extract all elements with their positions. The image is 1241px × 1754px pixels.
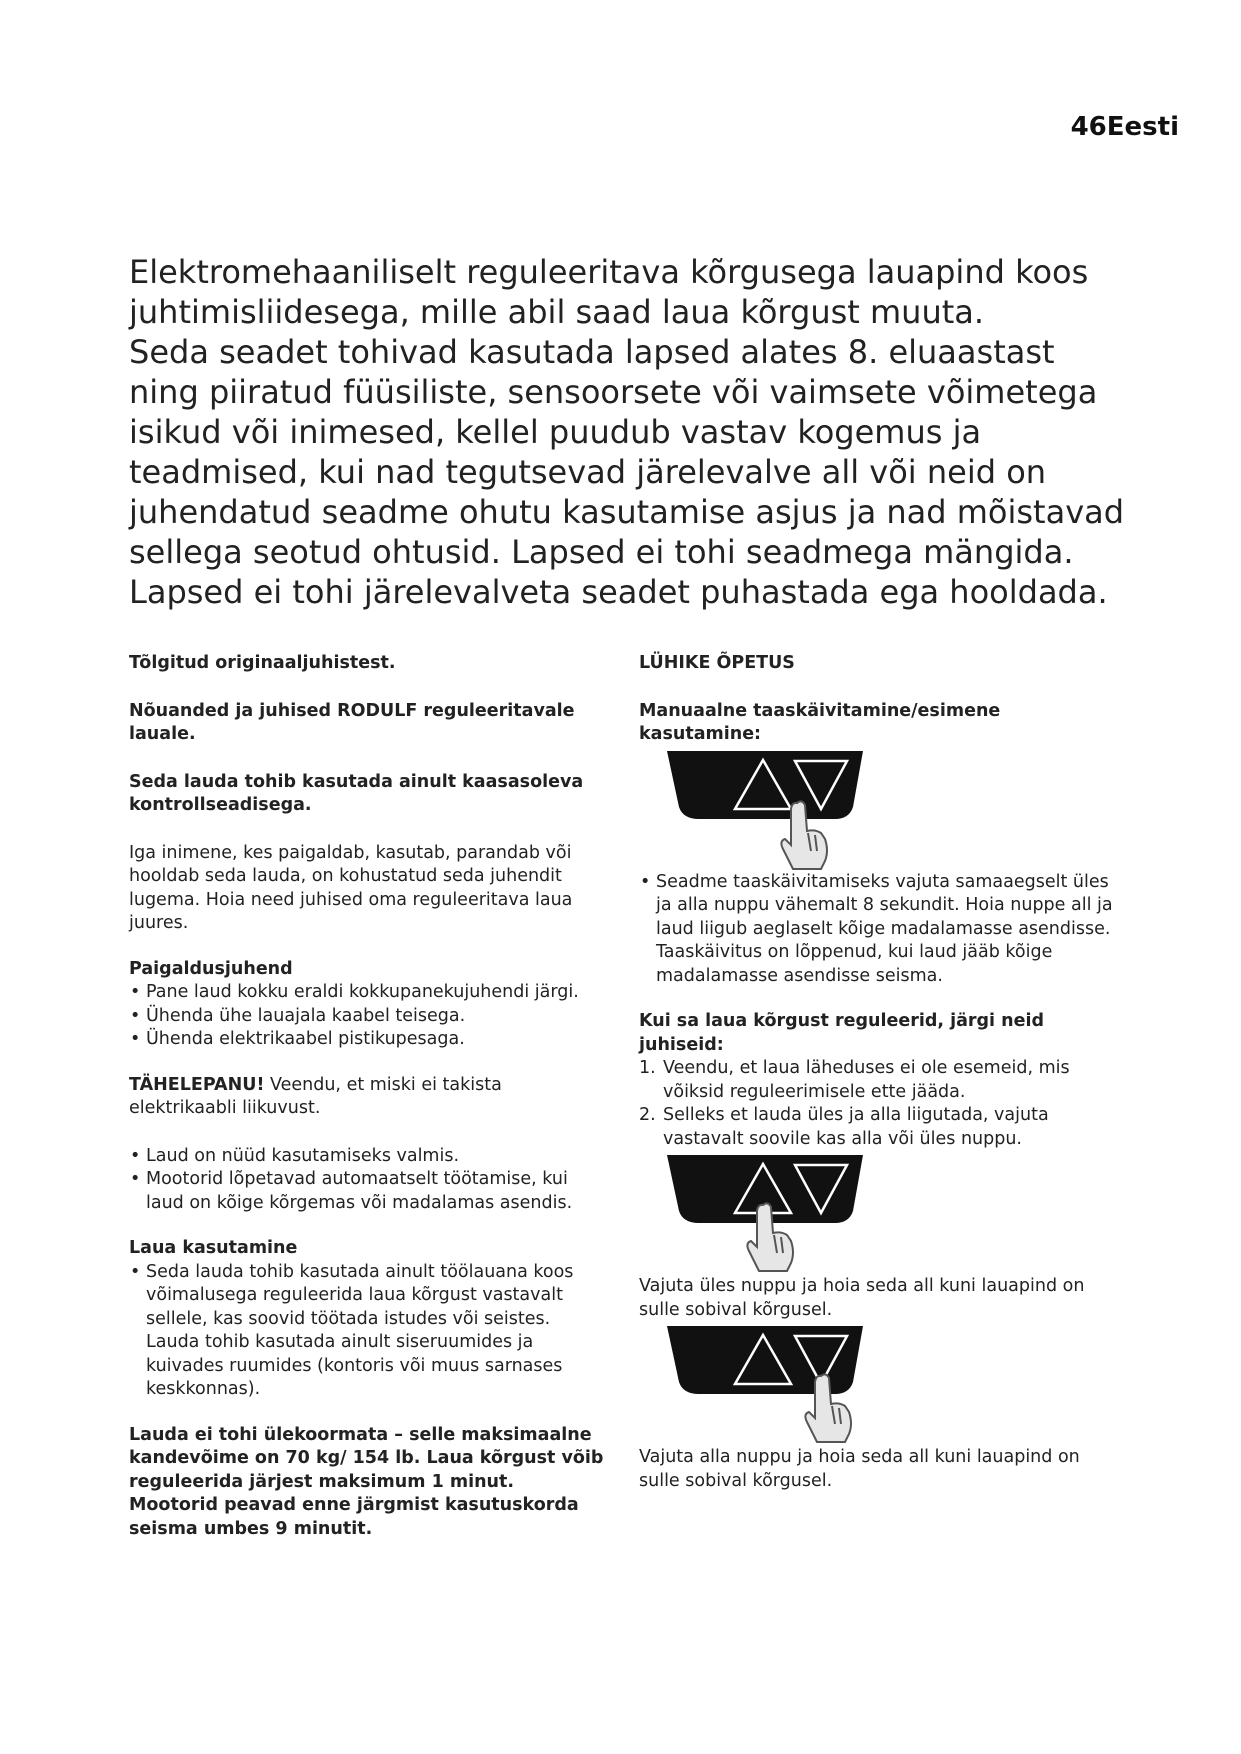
install-title: Paigaldusjuhend xyxy=(129,958,293,979)
down-caption: Vajuta alla nuppu ja hoia seda all kuni lauapind on sulle sobival kõrgusel. xyxy=(639,1447,1080,1491)
list-item: • Mootorid lõpetavad automaatselt töötamise, kui laud on kõige kõrgemas või madalamas asendis. xyxy=(129,1168,609,1215)
list-item: • Seda lauda tohib kasutada ainult töölauana koos võimalusega reguleerida laua kõrgust vastavalt sellele, kas soovid töötada istudes või seistes. Lauda tohib kasutada ainult siseruumides ja kuivades ruumides (kontoris või muus sarnases keskkonnas). xyxy=(129,1261,609,1402)
controller-up-button-illustration xyxy=(665,1151,865,1275)
reset-list xyxy=(639,871,1119,989)
quick-guide-title: LÜHIKE ÕPETUS xyxy=(639,653,795,673)
attention-text: Veendu, et miski ei takista elektrikaabli liikuvust. xyxy=(129,1074,502,1118)
requirements-title: Nõuanded ja juhised RODULF reguleeritavale lauale. xyxy=(129,700,575,744)
usage-list xyxy=(129,1261,609,1402)
right-column xyxy=(639,652,1119,1493)
control-only-note: Seda lauda tohib kasutada ainult kaasasoleva kontrollseadisega. xyxy=(129,771,584,815)
intro-paragraph: Seda seadet tohivad kasutada lapsed alates 8. eluaastast ning piiratud füüsiliste, sensoorsete või vaimsete võimetega isikud või inimesed, kellel puudub vastav kogemus ja teadmised, kui nad tegutsevad järelevalve all või neid on juhendatud seadme ohutu kasutamise asjus ja nad mõistavad sellega seotud ohtusid. Lapsed ei tohi seadmega mängida. xyxy=(129,333,1125,571)
step-number: 1. xyxy=(639,1058,656,1078)
list-item xyxy=(639,1104,1119,1151)
step-number: 2. xyxy=(639,1105,656,1125)
intro-paragraph: Elektromehaaniliselt reguleeritava kõrgusega lauapind koos juhtimisliidesega, mille abil saad laua kõrgust muuta. xyxy=(129,253,1089,331)
list-item: • Seadme taaskäivitamiseks vajuta samaaegselt üles ja alla nuppu vähemalt 8 sekundit. Hoia nuppe all ja laud liigub aeglaselt kõige madalamasse asendisse. Taaskäivitus on lõppenud, kui laud jääb kõige madalamasse asendisse seisma. xyxy=(639,871,1119,989)
intro-section xyxy=(129,252,1129,612)
read-manual-text: Iga inimene, kes paigaldab, kasutab, parandab või hooldab seda lauda, on kohustatud seda juhendit lugema. Hoia need juhised oma reguleeritava laua juures. xyxy=(129,842,573,933)
list-item: • Ühenda elektrikaabel pistikupesaga. xyxy=(129,1028,609,1052)
list-item: • Laud on nüüd kasutamiseks valmis. xyxy=(129,1145,609,1169)
step-text: Veendu, et laua läheduses ei ole esemeid, mis võiksid reguleerimisele ette jääda. xyxy=(663,1058,1070,1102)
attention-note xyxy=(129,1074,609,1121)
overload-warning: Lauda ei tohi ülekoormata – selle maksimaalne kandevõime on 70 kg/ 154 lb. Laua kõrgust võib reguleerida järjest maksimum 1 minut. Mootorid peavad enne järgmist kasutuskorda seisma umbes 9 minutit. xyxy=(129,1424,604,1539)
adjust-title: Kui sa laua kõrgust reguleerid, järgi neid juhiseid: xyxy=(639,1011,1044,1055)
attention-label: TÄHELEPANU! xyxy=(129,1074,265,1095)
intro-paragraph: Lapsed ei tohi järelevalveta seadet puhastada ega hooldada. xyxy=(129,573,1108,611)
reset-title: Manuaalne taaskäivitamine/esimene kasutamine: xyxy=(639,700,1001,744)
usage-title: Laua kasutamine xyxy=(129,1238,298,1258)
adjust-steps xyxy=(639,1057,1119,1151)
list-item: • Pane laud kokku eraldi kokkupanekujuhendi järgi. xyxy=(129,981,609,1005)
install-list xyxy=(129,981,609,1052)
translation-note: Tõlgitud originaaljuhistest. xyxy=(129,653,396,673)
step-text: Selleks et lauda üles ja alla liigutada, vajuta vastavalt soovile kas alla või üles nuppu. xyxy=(663,1105,1049,1149)
up-caption: Vajuta üles nuppu ja hoia seda all kuni lauapind on sulle sobival kõrgusel. xyxy=(639,1276,1085,1320)
left-column xyxy=(129,652,609,1541)
page-number: 46Eesti xyxy=(1070,112,1179,142)
list-item: • Ühenda ühe lauajala kaabel teisega. xyxy=(129,1005,609,1029)
list-item xyxy=(639,1057,1119,1104)
ready-list xyxy=(129,1145,609,1216)
controller-down-button-illustration xyxy=(665,1322,865,1446)
controller-both-buttons-illustration xyxy=(665,747,865,871)
